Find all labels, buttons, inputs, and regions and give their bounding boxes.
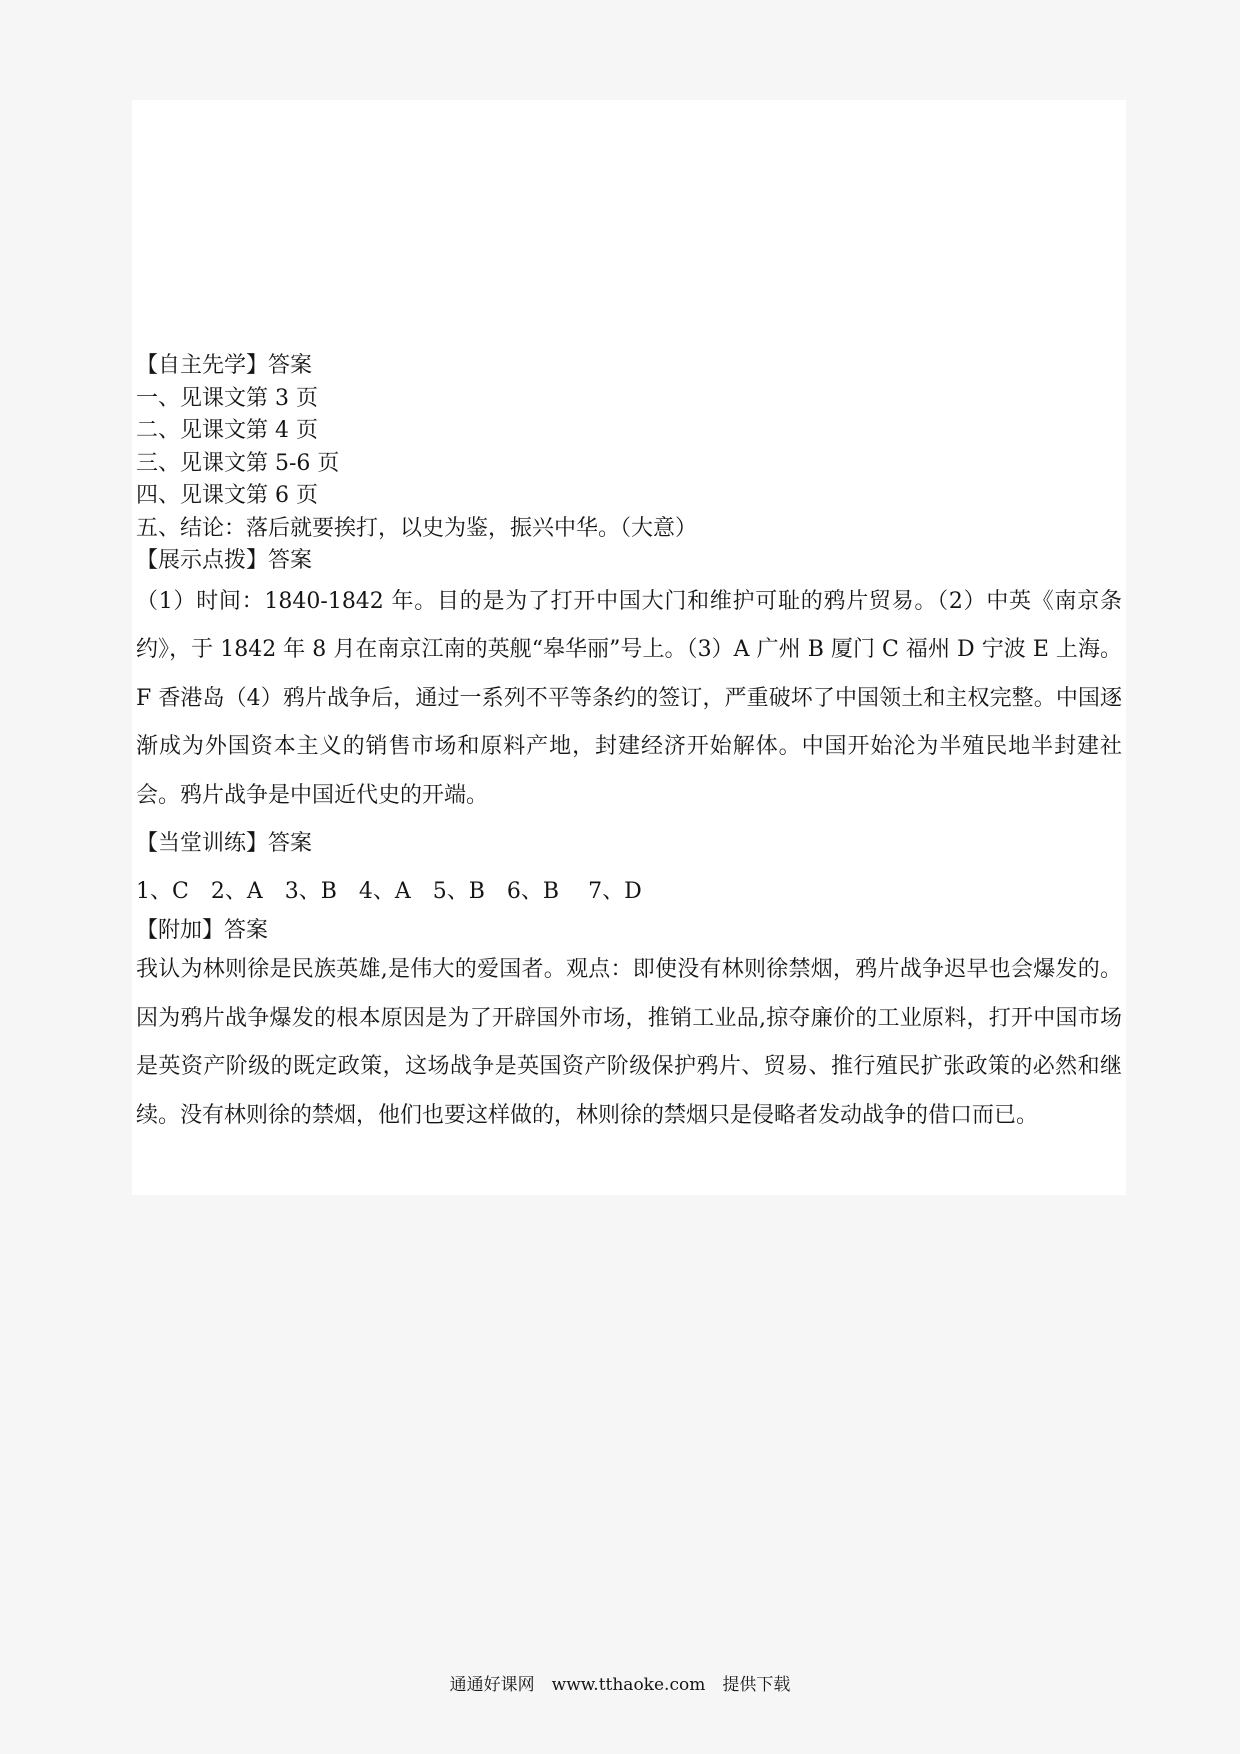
- practice-heading: 【当堂训练】答案: [136, 831, 313, 856]
- extra-heading: 【附加】答案: [136, 918, 269, 943]
- self-study-item-1: 一、见课文第 3 页: [136, 385, 318, 411]
- presentation-heading: 【展示点拨】答案: [136, 548, 313, 573]
- page-footer: 通通好课网 www.tthaoke.com 提供下载: [449, 1675, 791, 1695]
- answer-content: [136, 350, 1122, 1140]
- practice-answers: 1、C 2、A 3、B 4、A 5、B 6、B 7、D: [136, 879, 642, 904]
- self-study-item-3: 三、见课文第 5-6 页: [136, 450, 340, 476]
- self-study-item-5: 五、结论：落后就要挨打，以史为鉴，振兴中华。（大意）: [136, 515, 698, 541]
- presentation-answer-paragraph: （1）时间：1840-1842 年。目的是为了打开中国大门和维护可耻的鸦片贸易。（2）中英《南京条约》，于 1842 年 8 月在南京江南的英舰“皋华丽”号上。（3）A 广州 B 厦门 C 福州 D 宁波 E 上海。F 香港岛（4）鸦片战争后，通过一系列不平等条约的签订，严重破坏了中国领土和主权完整。中国逐渐成为外国资本主义的销售市场和原料产地，封建经济开始解体。中国开始沦为半殖民地半封建社会。鸦片战争是中国近代史的开端。: [136, 588, 1122, 808]
- self-study-heading: 【自主先学】答案: [136, 353, 313, 378]
- self-study-item-4: 四、见课文第 6 页: [136, 483, 318, 508]
- self-study-item-2: 二、见课文第 4 页: [136, 418, 318, 443]
- extra-answer-paragraph: 我认为林则徐是民族英雄,是伟大的爱国者。观点：即使没有林则徐禁烟，鸦片战争迟早也会爆发的。因为鸦片战争爆发的根本原因是为了开辟国外市场，推销工业品,掠夺廉价的工业原料，打开中国市场是英资产阶级的既定政策，这场战争是英国资产阶级保护鸦片、贸易、推行殖民扩张政策的必然和继续。没有林则徐的禁烟，他们也要这样做的，林则徐的禁烟只是侵略者发动战争的借口而已。: [136, 957, 1122, 1128]
